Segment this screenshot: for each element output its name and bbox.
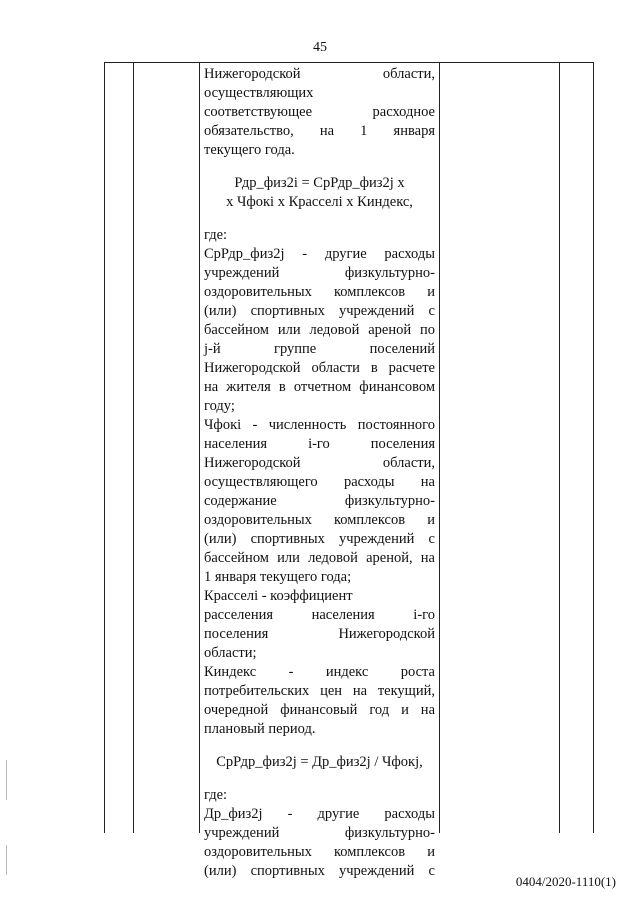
definition-line: Др_физ2j - другие расходы (204, 806, 435, 822)
definition-line: потребительских цен на текущий, (204, 683, 435, 699)
text-cell (204, 65, 435, 881)
definition-line: j-й группе поселений (204, 341, 435, 357)
definition-line: Киндекс - индекс роста (204, 664, 435, 680)
definition-line: на жителя в отчетном финансовом (204, 379, 435, 395)
definition-line: 1 января текущего года; (204, 569, 352, 585)
column-divider-2 (199, 63, 200, 833)
definition-line: поселения Нижегородской (204, 626, 435, 642)
definition-line: плановый период. (204, 721, 316, 737)
page-number: 45 (313, 40, 327, 55)
definition-line: бассейном или ледовой ареной по (204, 322, 435, 338)
column-divider-4 (559, 63, 560, 833)
definition-line: учреждений физкультурно- (204, 265, 435, 281)
definition-line: содержание физкультурно- (204, 493, 435, 509)
column-divider-3 (439, 63, 440, 833)
definition-line: Чфокi - численность постоянного (204, 417, 435, 433)
intro-line: Нижегородской области, (204, 66, 435, 82)
definition-line: Красселi - коэффициент (204, 588, 353, 604)
scan-margin-mark (6, 845, 7, 875)
definition-line: бассейном или ледовой ареной, на (204, 550, 435, 566)
definition-line: Нижегородской области, (204, 455, 435, 471)
definition-line: населения i-го поселения (204, 436, 435, 452)
definition-line: оздоровительных комплексов и (204, 512, 435, 528)
definition-line: СрРдр_физ2j - другие расходы (204, 246, 435, 262)
formula-1-line: Рдр_физ2i = СрРдр_физ2j х (234, 175, 405, 191)
definition-line: расселения населения i-го (204, 607, 435, 623)
definition-line: (или) спортивных учреждений с (204, 531, 435, 547)
where-label: где: (204, 787, 228, 803)
table-frame (104, 62, 594, 879)
document-code: 0404/2020-1110(1) (515, 874, 616, 889)
where-label: где: (204, 227, 228, 243)
formula-1 (204, 174, 435, 212)
definition-line: году; (204, 398, 235, 414)
definition-line: осуществляющего расходы на (204, 474, 435, 490)
scan-margin-mark (6, 760, 7, 800)
intro-line: соответствующее расходное (204, 104, 435, 120)
formula-1-line: х Чфокi х Красселi х Киндекс, (226, 194, 413, 210)
definition-line: Нижегородской области в расчете (204, 360, 435, 376)
intro-line: осуществляющих (204, 85, 314, 101)
definition-line: области; (204, 645, 257, 661)
intro-line: обязательство, на 1 января (204, 123, 435, 139)
definition-line: (или) спортивных учреждений с (204, 863, 435, 879)
definition-line: (или) спортивных учреждений с (204, 303, 435, 319)
formula-2: СрРдр_физ2j = Др_физ2j / Чфокj, (216, 754, 423, 770)
definition-line: очередной финансовый год и на (204, 702, 435, 718)
definition-line: оздоровительных комплексов и (204, 844, 435, 860)
definition-line: оздоровительных комплексов и (204, 284, 435, 300)
column-divider-1 (133, 63, 134, 833)
definition-line: учреждений физкультурно- (204, 825, 435, 841)
intro-line: текущего года. (204, 142, 295, 158)
